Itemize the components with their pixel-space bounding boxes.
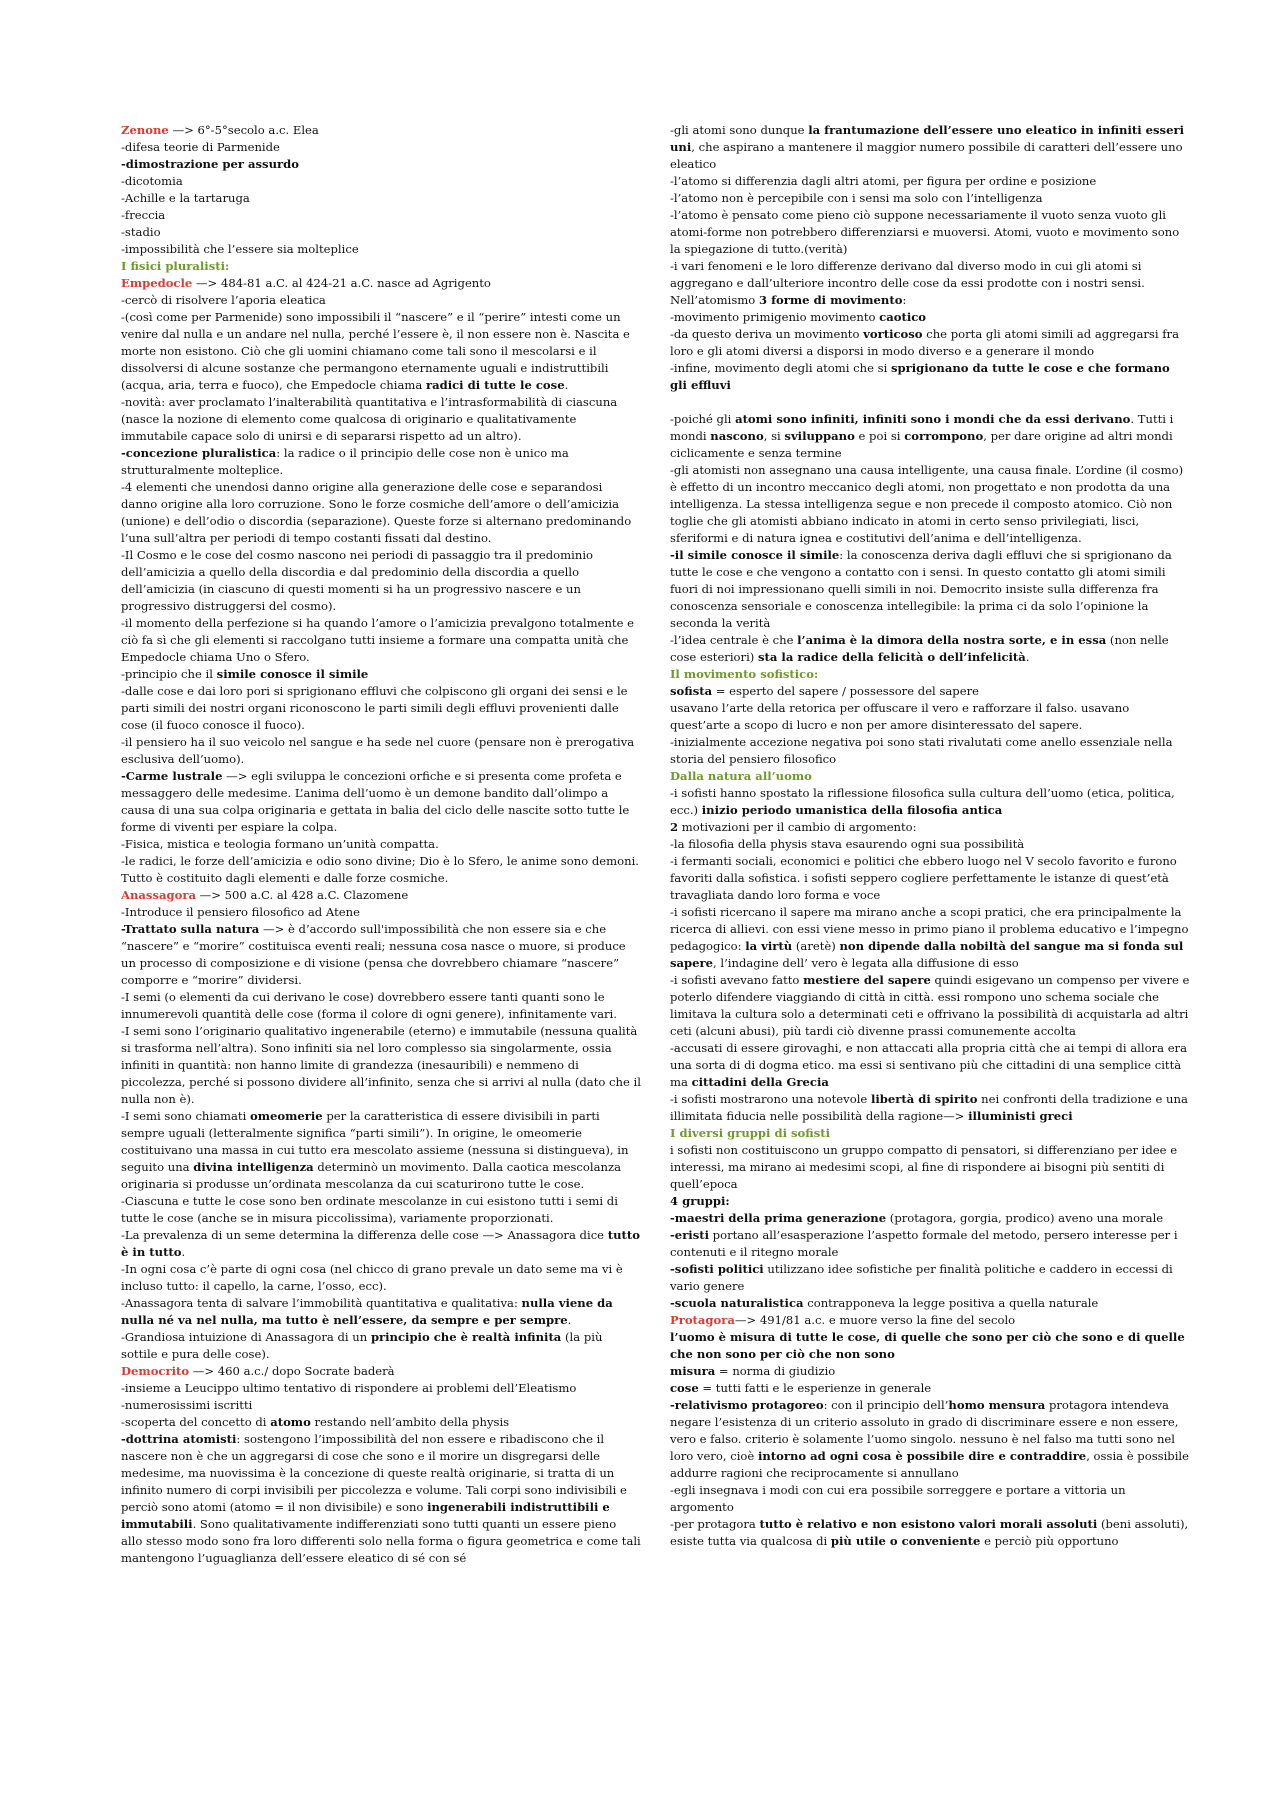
text-line: -Introduce il pensiero filosofico ad Atene — [121, 905, 360, 919]
left-column — [121, 122, 641, 1782]
text-line: -Fisica, mistica e teologia formano un’unità compatta. — [121, 837, 439, 851]
text-paragraph: -4 elementi che unendosi danno origine alla generazione delle cose e separandosi danno origine alla loro corruzione. Sono le forze cosmiche dell’amore o dell’amicizia (unione) e dell’odio o discordia (separazione). Queste forze si alternano predominando l’una sull’altra per periodi di tempo costanti fissati dal destino. — [121, 480, 632, 545]
text-line: -movimento primigenio movimento caotico — [670, 310, 927, 324]
section-heading-sofistico: Il movimento sofistico: — [670, 667, 819, 681]
text-paragraph: -relativismo protagoreo: con il principio dell’homo mensura protagora intendeva negare l’esistenza di un criterio assoluto in grado di discriminare essere e non essere, vero e falso. criterio è solamente l’uomo singolo. nessuno è nel falso ma tutti sono nel loro vero, cioè intorno ad ogni cosa è possibile dire e contraddire, ossia è possibile addurre ragioni che reciprocamente si annullano — [670, 1398, 1189, 1480]
section-heading-gruppi: I diversi gruppi di sofisti — [670, 1126, 830, 1140]
text-paragraph: -il pensiero ha il suo veicolo nel sangue e ha sede nel cuore (pensare non è prerogativa esclusiva dell’uomo). — [121, 735, 635, 766]
text-line: -dicotomia — [121, 174, 183, 188]
text-paragraph: -i fermanti sociali, economici e politici che ebbero luogo nel V secolo favorito e furono favoriti dalla sofistica. i sofisti seppero cogliere perfettamente le istanze di quest’età travagliata dando loro forma e voce — [670, 854, 1177, 902]
text-line: -principio che il simile conosce il simile — [121, 667, 369, 681]
text-paragraph: -maestri della prima generazione (protagora, gorgia, prodico) aveno una morale — [670, 1211, 1164, 1225]
text-paragraph: -Carme lustrale —> egli sviluppa le concezioni orfiche e si presenta come profeta e messaggero delle medesime. L’anima dell’uomo è un demone bandito dall’olimpo a causa di una sua colpa originaria e gettata in balia del ciclo delle nascite sotto tutte le forme di viventi per espiare la colpa. — [121, 769, 630, 834]
text-paragraph: -dottrina atomisti: sostengono l’impossibilità del non essere e ribadiscono che il nascere non è che un aggregarsi di cose che sono e il morire un disgregarsi delle medesime, ma nuovissima è la concezione di queste realtà originarie, si tratta di un infinito numero di corpi invisibili per piccolezza e volume. Tali corpi sono indivisibili e perciò sono atomi (atomo = il non divisibile) e sono ingenerabili indistruttibili e immutabili. Sono qualitativamente indifferenziati sono tutti quanti un essere pieno allo stesso modo sono fra loro differenti solo nella forma o figura geometrica e come tali mantengono l’uguaglianza dell’essere eleatico di sé con sé — [121, 1432, 641, 1565]
section-heading-fisici: I fisici pluralisti: — [121, 259, 230, 273]
text-line: -insieme a Leucippo ultimo tentativo di rispondere ai problemi dell’Eleatismo — [121, 1381, 577, 1395]
text-paragraph: -(così come per Parmenide) sono impossibili il “nascere” e il “perire” intesti come un venire dal nulla e un andare nel nulla, perché l’essere è, il non essere non è. Nascita e morte non esistono. Ciò che gli uomini chiamano come tali sono il mescolarsi e il dissolversi di alcune sostanze che permangono eternamente uguali e indistruttibili (acqua, aria, terra e fuoco), che Empedocle chiama radici di tutte le cose. — [121, 310, 630, 392]
text-line: -dimostrazione per assurdo — [121, 157, 299, 171]
text-line: cose = tutti fatti e le esperienze in generale — [670, 1381, 932, 1395]
text-paragraph: -Ciascuna e tutte le cose sono ben ordinate mescolanze in cui esistono tutti i semi di tutte le cose (anche se in misura piccolissima), variamente proporzionati. — [121, 1194, 618, 1225]
text-paragraph: -I semi sono l’originario qualitativo ingenerabile (eterno) e immutabile (nessuna qualità si trasforma nell’altra). Sono infiniti sia nel loro complesso sia singolarmente, ossia infiniti in quantità: non hanno limite di grandezza (inesauribili) e nemmeno di piccolezza, perché si possono dividere all’infinito, senza che si arrivi al nulla (dato che il nulla non è). — [121, 1024, 641, 1106]
democrito-heading: Democrito —> 460 a.c./ dopo Socrate baderà — [121, 1364, 395, 1378]
text-line: -stadio — [121, 225, 161, 239]
text-paragraph: -egli insegnava i modi con cui era possibile sorreggere e portare a vittoria un argomento — [670, 1483, 1126, 1514]
text-paragraph: -sofisti politici utilizzano idee sofistiche per finalità politiche e caddero in eccessi di vario genere — [670, 1262, 1173, 1293]
text-paragraph: usavano l’arte della retorica per offuscare il vero e rafforzare il falso. usavano quest’arte a scopo di lucro e non per amore disinteressato del sapere. — [670, 701, 1130, 732]
text-paragraph: -concezione pluralistica: la radice o il principio delle cose non è unico ma strutturalmente molteplice. — [121, 446, 569, 477]
text-paragraph: -scuola naturalistica contrapponeva la legge positiva a quella naturale — [670, 1296, 1099, 1310]
text-paragraph: -l’idea centrale è che l’anima è la dimora della nostra sorte, e in essa (non nelle cose esteriori) sta la radice della felicità o dell’infelicità. — [670, 633, 1169, 664]
text-paragraph: -dalle cose e dai loro pori si sprigionano effluvi che colpiscono gli organi dei sensi e le parti simili dei nostri organi riconoscono le parti simili degli effluvi provenienti dalle cose (il fuoco conosce il fuoco). — [121, 684, 628, 732]
empedocle-heading: Empedocle —> 484-81 a.C. al 424-21 a.C. nasce ad Agrigento — [121, 276, 491, 290]
text-paragraph: -gli atomi sono dunque la frantumazione dell’essere uno eleatico in infiniti esseri uni, che aspirano a mantenere il maggior numero possibile di caratteri dell’essere uno eleatico — [670, 123, 1184, 171]
text-paragraph: -I semi sono chiamati omeomerie per la caratteristica di essere divisibili in parti sempre uguali (letteralmente significa “parti simili”). In origine, le omeomerie costituivano una massa in cui tutto era mescolato assieme (nessuna si distingueva), in seguito una divina intelligenza determinò un movimento. Dalla caotica mescolanza originaria si produsse un’ordinata mescolanza da cui scaturirono tutte le cose. — [121, 1109, 629, 1191]
text-line: -cercò di risolvere l’aporia eleatica — [121, 293, 326, 307]
zenone-name: Zenone — [121, 123, 169, 137]
text-line: -freccia — [121, 208, 166, 222]
text-paragraph: -Trattato sulla natura —> è d’accordo sull'impossibilità che non essere sia e che “nascere” e “morire” costituisca eventi reali; nessuna cosa nasce o muore, si produce un processo di composizione e di visione (pensa che dovrebbero chiamare “nascere” comporre e “morire” dividersi. — [121, 922, 626, 987]
text-paragraph: -il simile conosce il simile: la conoscenza deriva dagli effluvi che si sprigionano da tutte le cose e che vengono a contatto con i sensi. In questo contatto gli atomi simili fuori di noi impressionano quelli simili in noi. Democrito insiste sulla differenza fra conoscenza sensoriale e conoscenza intellegibile: la prima ci da solo l’opinione la seconda la verità — [670, 548, 1172, 630]
text-paragraph: -il momento della perfezione si ha quando l’amore o l’amicizia prevalgono totalmente e ciò fa sì che gli elementi si raccolgano tutti insieme a formare una compatta unità che Empedocle chiama Uno o Sfero. — [121, 616, 634, 664]
text-paragraph: -Grandiosa intuizione di Anassagora di un principio che è realtà infinita (la più sottile e pura delle cose). — [121, 1330, 603, 1361]
text-paragraph: i sofisti non costituiscono un gruppo compatto di pensatori, si differenziano per idee e interessi, ma mirano ai medesimi scopi, al fine di rispondere ai bisogni più sentiti di quell’epoca — [670, 1143, 1178, 1191]
democrito-name: Democrito — [121, 1364, 190, 1378]
text-paragraph: -poiché gli atomi sono infiniti, infiniti sono i mondi che da essi derivano. Tutti i mondi nascono, si sviluppano e poi si corrompono, per dare origine ad altri mondi ciclicamente e senza termine — [670, 412, 1174, 460]
text-paragraph: -l’atomo è pensato come pieno ciò suppone necessariamente il vuoto senza vuoto gli atomi-forme non potrebbero differenziarsi e muoversi. Atomi, vuoto e movimento sono la spiegazione di tutto.(verità) — [670, 208, 1180, 256]
zenone-heading: Zenone —> 6°-5°secolo a.c. Elea — [121, 123, 319, 137]
text-line: -l’atomo non è percepibile con i sensi ma solo con l’intelligenza — [670, 191, 1043, 205]
anassagora-heading: Anassagora —> 500 a.C. al 428 a.C. Clazomene — [121, 888, 409, 902]
text-paragraph: l’uomo è misura di tutte le cose, di quelle che sono per ciò che sono e di quelle che non sono per ciò che non sono — [670, 1330, 1185, 1361]
text-paragraph: -da questo deriva un movimento vorticoso che porta gli atomi simili ad aggregarsi fra loro e gli atomi diversi a disporsi in modo diverso e a generare il mondo — [670, 327, 1179, 358]
text-paragraph: -Il Cosmo e le cose del cosmo nascono nei periodi di passaggio tra il predominio dell’amicizia a quello della discordia e dal predominio della discordia a quello dell’amicizia (in ciascuno di questi momenti si ha un progressivo nascere e un progressivo distruggersi del cosmo). — [121, 548, 594, 613]
text-paragraph: -La prevalenza di un seme determina la differenza delle cose —> Anassagora dice tutto è in tutto. — [121, 1228, 640, 1259]
text-line: -difesa teorie di Parmenide — [121, 140, 280, 154]
text-paragraph: -novità: aver proclamato l’inalterabilità quantitativa e l’intrasformabilità di ciascuna (nasce la nozione di elemento come qualcosa di originario e qualitativamente immutabile capace solo di unirsi e di separarsi rispetto ad un altro). — [121, 395, 618, 443]
text-paragraph: -inizialmente accezione negativa poi sono stati rivalutati come anello essenziale nella storia del pensiero filosofico — [670, 735, 1173, 766]
section-heading-natura: Dalla natura all’uomo — [670, 769, 812, 783]
text-line: misura = norma di giudizio — [670, 1364, 836, 1378]
text-line: -impossibilità che l’essere sia molteplice — [121, 242, 359, 256]
text-paragraph: -i sofisti hanno spostato la riflessione filosofica sulla cultura dell’uomo (etica, politica, ecc.) inizio periodo umanistica della filosofia antica — [670, 786, 1175, 817]
text-line: -numerosissimi iscritti — [121, 1398, 253, 1412]
protagora-name: Protagora — [670, 1313, 735, 1327]
text-paragraph: -i sofisti avevano fatto mestiere del sapere quindi esigevano un compenso per vivere e poterlo difendere viaggiando di città in città. essi rompono uno schema sociale che limitava la cultura solo a determinati ceti e offrivano la possibilità di acquistarla ad altri ceti (alcuni abusi), più tardi ciò divenne prassi comunemente accolta — [670, 973, 1190, 1038]
text-line: 2 motivazioni per il cambio di argomento: — [670, 820, 917, 834]
text-paragraph: -I semi (o elementi da cui derivano le cose) dovrebbero essere tanti quanti sono le innumerevoli quantità delle cose (forma il colore di ogni genere), infinitamente vari. — [121, 990, 617, 1021]
text-line: 4 gruppi: — [670, 1194, 730, 1208]
protagora-heading: Protagora—> 491/81 a.c. e muore verso la fine del secolo — [670, 1313, 1016, 1327]
text-line: -Achille e la tartaruga — [121, 191, 250, 205]
text-paragraph: -In ogni cosa c’è parte di ogni cosa (nel chicco di grano prevale un dato seme ma vi è incluso tutto: il capello, la carne, l’osso, ecc). — [121, 1262, 623, 1293]
text-paragraph: -per protagora tutto è relativo e non esistono valori morali assoluti (beni assoluti), esiste tutta via qualcosa di più utile o conveniente e perciò più opportuno — [670, 1517, 1189, 1548]
text-line: -scoperta del concetto di atomo restando nell’ambito della physis — [121, 1415, 510, 1429]
anassagora-name: Anassagora — [121, 888, 196, 902]
text-paragraph: -eristi portano all’esasperazione l’aspetto formale del metodo, persero interesse per i contenuti e il ritegno morale — [670, 1228, 1178, 1259]
text-line: -l’atomo si differenzia dagli altri atomi, per figura per ordine e posizione — [670, 174, 1097, 188]
text-paragraph: -i vari fenomeni e le loro differenze derivano dal diverso modo in cui gli atomi si aggregano e dall’ulteriore incontro delle cose da essi prodotte con i nostri sensi. — [670, 259, 1145, 290]
empedocle-name: Empedocle — [121, 276, 193, 290]
text-paragraph: -gli atomisti non assegnano una causa intelligente, una causa finale. L’ordine (il cosmo) è effetto di un incontro meccanico degli atomi, non progettato e non prodotta da una intelligenza. La stessa intelligenza segue e non precede il composto atomico. Ciò non toglie che gli atomisti abbiano indicato in atomi in certo senso privilegiati, lisci, sferiformi e di natura ignea e costitutivi dell’anima e dell’intelligenza. — [670, 463, 1184, 545]
text-paragraph: -Anassagora tenta di salvare l’immobilità quantitativa e qualitativa: nulla viene da nulla né va nel nulla, ma tutto è nell’essere, da sempre e per sempre. — [121, 1296, 613, 1327]
text-line: Nell’atomismo 3 forme di movimento: — [670, 293, 907, 307]
text-line: sofista = esperto del sapere / possessore del sapere — [670, 684, 979, 698]
text-paragraph: -le radici, le forze dell’amicizia e odio sono divine; Dio è lo Sfero, le anime sono demoni. Tutto è costituito dagli elementi e dalle forze cosmiche. — [121, 854, 639, 885]
text-paragraph: -i sofisti ricercano il sapere ma mirano anche a scopi pratici, che era principalmente la ricerca di allievi. con essi viene messo in primo piano il problema educativo e l’impegno pedagogico: la virtù (aretè) non dipende dalla nobiltà del sangue ma si fonda sul sapere, l’indagine dell’ vero è legata alla diffusione di esso — [670, 905, 1189, 970]
right-column — [670, 122, 1190, 1782]
spacer — [670, 394, 1190, 411]
text-line: -la filosofia della physis stava esaurendo ogni sua possibilità — [670, 837, 1025, 851]
text-paragraph: -accusati di essere girovaghi, e non attaccati alla propria città che ai tempi di allora era una sorta di di dogma etico. ma essi si sentivano più che cittadini di una semplice città ma cittadini della Grecia — [670, 1041, 1188, 1089]
text-paragraph: -infine, movimento degli atomi che si sprigionano da tutte le cose e che formano gli effluvi — [670, 361, 1170, 392]
text-paragraph: -i sofisti mostrarono una notevole libertà di spirito nei confronti della tradizione e una illimitata fiducia nelle possibilità della ragione—> illuministi greci — [670, 1092, 1188, 1123]
